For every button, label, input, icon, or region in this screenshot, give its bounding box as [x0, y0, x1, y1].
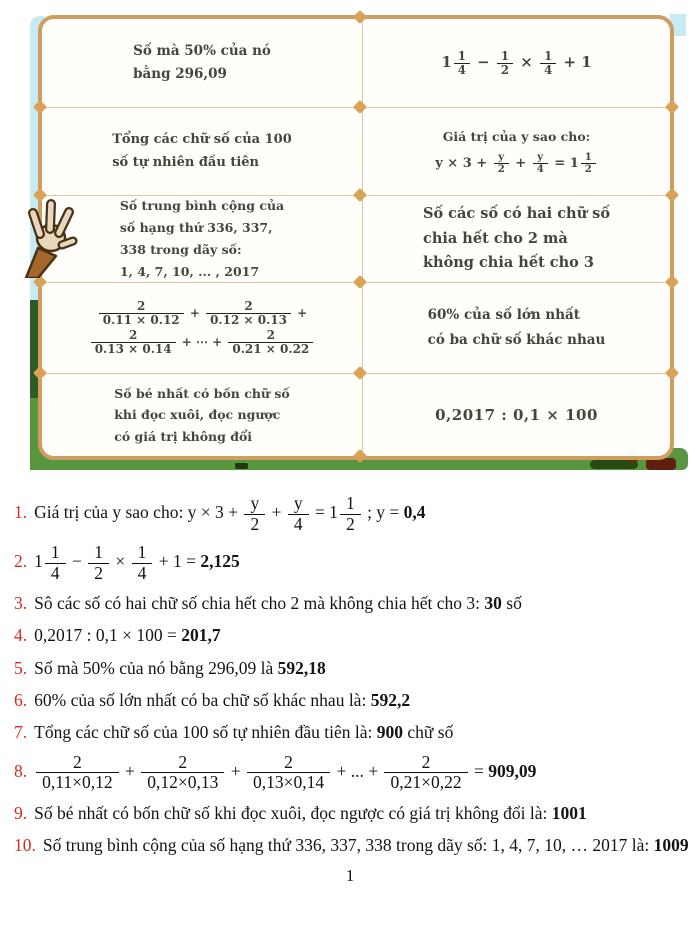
math-text: ; y =: [362, 502, 404, 523]
answer-result: 592,18: [277, 657, 326, 678]
math-block: [34, 802, 587, 825]
math-line: [34, 592, 522, 615]
answer-text: [34, 802, 587, 825]
math-line: [428, 328, 606, 353]
math-block: [120, 195, 284, 283]
math-text: = 1: [310, 502, 338, 523]
math-line: [120, 217, 284, 239]
answer-number: 5.: [14, 657, 28, 678]
fraction: $\frac{y}{2}$: [242, 494, 267, 534]
math-text: không chia hết cho 3: [422, 254, 594, 272]
question-card-r5c2: [362, 373, 670, 456]
cartoon-hand-icon: [24, 196, 78, 278]
answer-row-4: [14, 624, 692, 647]
answer-text: [34, 592, 522, 615]
math-line: [112, 129, 292, 151]
math-text: chữ số: [403, 721, 454, 742]
fraction: $\frac{2}{0,12\times 0,13}$: [139, 753, 226, 793]
math-text: 0,2017 : 0,1 × 100: [435, 406, 598, 424]
question-card-r3c1: [42, 195, 362, 282]
fraction: $\frac{1}{4}$: [43, 543, 68, 583]
math-block: [34, 689, 410, 712]
math-line: [43, 834, 689, 857]
math-block: [114, 383, 290, 447]
decor-dark-dash: [235, 463, 248, 469]
question-cards-grid: [42, 19, 670, 456]
answer-result: 909,09: [488, 760, 537, 781]
math-text: + ⋯ +: [177, 334, 227, 349]
math-block: [441, 50, 591, 76]
fraction: $\frac{1}{2}$: [338, 494, 363, 534]
answer-row-6: [14, 689, 692, 712]
answer-result: 201,7: [181, 625, 221, 646]
answer-row-10: [14, 834, 692, 857]
math-text: Tổng các chữ số của 100 số tự nhiên đầu tiên là:: [34, 721, 377, 742]
answer-row-2: [14, 543, 692, 583]
math-line: [34, 624, 220, 647]
answer-number: 1.: [14, 502, 28, 523]
answer-number: 3.: [14, 593, 28, 614]
math-text: Giá trị của y sao cho:: [442, 129, 591, 145]
math-block: [34, 592, 522, 615]
math-text: Số bé nhất có bốn chữ số: [114, 386, 290, 402]
math-text: 1: [34, 551, 43, 572]
math-block: [34, 657, 326, 680]
math-line: [112, 152, 292, 174]
math-line: [435, 128, 598, 147]
fraction: $\frac{2}{0.11 \times 0.12}$: [97, 300, 186, 327]
math-text: +: [510, 155, 531, 171]
math-text: Giá trị của y sao cho: y × 3 +: [34, 502, 243, 523]
math-text: =: [469, 760, 489, 781]
answer-number: 9.: [14, 803, 28, 824]
math-block: [89, 300, 316, 356]
math-line: [435, 152, 598, 175]
question-cards-frame: [38, 15, 674, 460]
question-card-r1c1: [42, 19, 362, 107]
math-line: [89, 329, 316, 356]
math-line: [428, 303, 606, 328]
math-text: số tự nhiên đầu tiên: [112, 154, 259, 170]
math-line: [34, 543, 240, 583]
math-line: [34, 494, 425, 534]
math-text: có giá trị không đổi: [114, 428, 253, 444]
math-text: y × 3 +: [435, 155, 492, 171]
answer-text: [34, 689, 410, 712]
math-text: ×: [111, 551, 130, 572]
math-line: [441, 50, 591, 76]
fraction: $\frac{1}{4}$: [538, 50, 558, 76]
answer-result: 900: [376, 721, 404, 742]
answer-result: 30: [484, 593, 502, 614]
math-text: 338 trong dãy số:: [119, 242, 242, 257]
question-card-r2c1: [42, 107, 362, 195]
fraction: $\frac{1}{2}$: [579, 152, 598, 175]
answer-result: 1009: [653, 835, 689, 856]
answer-result: 1001: [551, 803, 587, 824]
fraction: $\frac{2}{0,11\times 0,12}$: [34, 753, 120, 793]
math-line: [423, 227, 610, 252]
fraction: $\frac{y}{4}$: [531, 152, 550, 175]
math-line: [120, 239, 284, 261]
answer-text: [34, 624, 220, 647]
fraction: $\frac{1}{4}$: [452, 50, 472, 76]
math-text: −: [67, 551, 87, 572]
math-text: Số trung bình cộng của: [119, 198, 285, 214]
math-block: [34, 494, 425, 534]
math-block: [43, 834, 689, 857]
math-line: [34, 721, 453, 744]
answer-row-9: [14, 802, 692, 825]
math-text: −: [471, 53, 495, 71]
fraction: $\frac{1}{4}$: [130, 543, 155, 583]
answer-row-3: [14, 592, 692, 615]
math-block: [34, 721, 453, 744]
answer-result: 0,4: [403, 502, 426, 523]
math-block: [133, 40, 271, 86]
math-text: 1, 4, 7, 10, ... , 2017: [119, 263, 260, 279]
math-line: [423, 202, 610, 227]
question-card-r3c2: [362, 195, 670, 282]
math-text: = 1: [549, 155, 579, 171]
answer-number: 10.: [14, 835, 36, 856]
math-line: [133, 40, 271, 63]
math-line: [34, 657, 326, 680]
math-text: 60% của số lớn nhất: [427, 307, 581, 324]
math-block: [435, 128, 598, 175]
math-text: +: [226, 760, 245, 781]
math-text: + 1 =: [154, 551, 201, 572]
math-text: bằng 296,09: [133, 66, 227, 82]
math-line: [114, 383, 290, 404]
answer-text: [43, 834, 689, 857]
math-text: + ... +: [332, 760, 383, 781]
answer-result: 2,125: [200, 551, 240, 572]
math-line: [120, 261, 284, 283]
fraction: $\frac{1}{2}$: [495, 50, 515, 76]
math-block: [112, 129, 292, 173]
math-line: [34, 753, 536, 793]
math-block: [435, 406, 598, 424]
fraction: $\frac{2}{0.21 \times 0.22}$: [226, 329, 315, 356]
question-card-r5c1: [42, 373, 362, 456]
math-text: +: [120, 760, 140, 781]
question-card-r1c2: [362, 19, 670, 107]
math-text: Số trung bình cộng của số hạng thứ 336, 337, 338 trong dãy số: 1, 4, 7, 10, … 2017 là:: [42, 835, 654, 856]
math-text: Số các số có hai chữ số: [422, 205, 610, 223]
question-card-r4c2: [362, 282, 670, 373]
math-line: [435, 406, 598, 424]
math-line: [114, 404, 290, 425]
answer-text: [34, 721, 453, 744]
question-card-r2c2: [362, 107, 670, 195]
fraction: $\frac{2}{0.13 \times 0.14}$: [89, 329, 178, 356]
answer-number: 4.: [14, 625, 28, 646]
answer-number: 8.: [14, 760, 28, 781]
page-number: 1: [345, 866, 355, 886]
math-text: +: [267, 502, 286, 523]
math-text: +: [292, 306, 308, 321]
math-text: Số mà 50% của nó: [133, 43, 271, 60]
answer-result: 592,2: [370, 689, 411, 710]
math-block: [34, 624, 220, 647]
math-text: khi đọc xuôi, đọc ngược: [114, 407, 281, 423]
math-text: có ba chữ số khác nhau: [427, 332, 606, 348]
math-text: + 1: [558, 53, 592, 71]
answer-row-5: [14, 657, 692, 680]
answer-row-7: [14, 721, 692, 744]
math-line: [114, 426, 290, 447]
answer-number: 6.: [14, 689, 28, 710]
math-line: [423, 251, 610, 276]
math-text: số: [501, 593, 522, 614]
math-block: [34, 543, 240, 583]
math-text: 60% của số lớn nhất có ba chữ số khác nhau là:: [34, 689, 371, 710]
answer-row-8: [14, 753, 692, 793]
math-line: [120, 195, 284, 217]
math-text: 1: [441, 53, 452, 71]
math-text: số hạng thứ 336, 337,: [119, 220, 273, 236]
fraction: $\frac{2}{0,13\times 0,14}$: [245, 753, 332, 793]
fraction: $\frac{y}{4}$: [286, 494, 311, 534]
answers-list: [14, 494, 692, 857]
math-block: [423, 202, 610, 276]
fraction: $\frac{2}{0.12 \times 0.13}$: [204, 300, 293, 327]
answer-number: 7.: [14, 721, 28, 742]
fraction: $\frac{1}{2}$: [86, 543, 111, 583]
question-card-r4c1: [42, 282, 362, 373]
math-text: +: [185, 306, 205, 321]
math-text: chia hết cho 2 mà: [422, 229, 568, 247]
math-text: Số bé nhất có bốn chữ số khi đọc xuôi, đọc ngược có giá trị không đổi là:: [34, 803, 552, 824]
math-line: [89, 300, 316, 327]
answer-text: [34, 543, 240, 583]
answer-text: [34, 494, 425, 534]
fraction: $\frac{2}{0,21\times 0,22}$: [382, 753, 469, 793]
answer-row-1: [14, 494, 692, 534]
math-block: [428, 303, 606, 353]
answer-number: 2.: [14, 551, 28, 572]
question-cards-image: [30, 8, 688, 470]
math-text: Tổng các chữ số của 100: [112, 132, 292, 148]
math-text: Số mà 50% của nó bằng 296,09 là: [34, 657, 278, 678]
math-block: [34, 753, 536, 793]
math-line: [34, 802, 587, 825]
fraction: $\frac{y}{2}$: [492, 152, 511, 175]
math-text: ×: [515, 53, 539, 71]
math-line: [34, 689, 410, 712]
math-text: Sô các số có hai chữ số chia hết cho 2 mà không chia hết cho 3:: [34, 593, 485, 614]
answer-text: [34, 657, 326, 680]
answer-text: [34, 753, 536, 793]
math-text: 0,2017 : 0,1 × 100 =: [34, 625, 182, 646]
math-line: [133, 63, 271, 86]
